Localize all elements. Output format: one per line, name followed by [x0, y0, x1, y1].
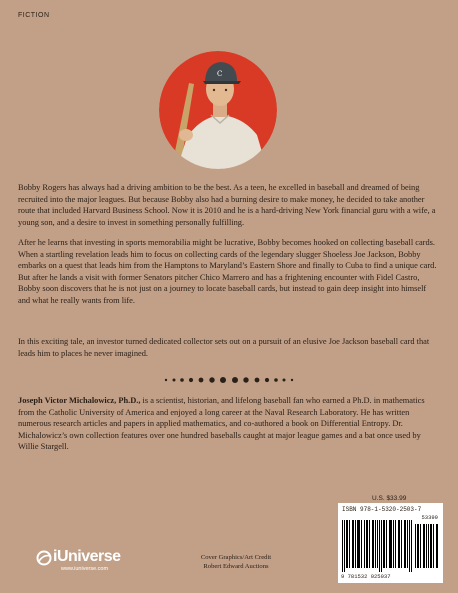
author-bio-text: is a scientist, historian, and lifelong baseball fan who earned a Ph.D. in mathematics from the Catholic University of America and enjoyed a long career at the Naval Research Laboratory. He has written numerous research articles and papers in applied mathematics, and co-authored a book on Differential Entropy. Dr. Michalowicz’s own collection features over one hundred baseballs caught at major league games and a bat once used by Willie Stargell.	[18, 396, 425, 452]
isbn-text: ISBN 978-1-5320-2503-7	[342, 506, 422, 513]
author-name: Joseph Victor Michalowicz, Ph.D.,	[18, 396, 141, 405]
description-paragraph-3: In this exciting tale, an investor turned dedicated collector sets out on a pursuit of an elusive Joe Jackson baseball card that leads him to places he never imagined.	[18, 337, 430, 358]
barcode-image	[342, 520, 439, 572]
dot-divider	[162, 375, 296, 385]
barcode-number: 9 781532 025037	[341, 573, 391, 580]
genre-label: FICTION	[18, 12, 50, 19]
price-label: U.S. $33.99	[372, 495, 407, 502]
barcode-box	[338, 503, 443, 583]
iuniverse-swirl-icon	[36, 550, 52, 566]
svg-text:C: C	[217, 70, 223, 78]
cover-credit	[191, 554, 281, 571]
cover-photo	[159, 51, 277, 169]
publisher-logo	[36, 548, 136, 578]
addon-text: 53399	[421, 514, 438, 521]
credit-line-2: Robert Edward Auctions	[203, 562, 269, 570]
publisher-url: www.iuniverse.com	[61, 566, 109, 572]
publisher-logo-text: iUniverse	[53, 548, 121, 565]
description-paragraph-2: After he learns that investing in sports memorabilia might be lucrative, Bobby becomes hooked on collecting baseball cards. When a startling revelation leads him to focus on collecting cards of the legendary slugger Shoeless Joe Jackson, Bobby embarks on a quest that leads him from the Hamptons to Maryland’s Eastern Shore and finally to Cuba to find a unique card. But after he lands a visit with former Senators pitcher Chico Marrero and has a frightening encounter with Fidel Castro, Bobby soon discovers that he is not just on a journey to locate baseball cards, but instead to gain deep insight into himself and what he really wants from life.	[18, 238, 437, 305]
author-bio	[18, 395, 438, 453]
credit-line-1: Cover Graphics/Art Credit	[200, 554, 272, 561]
baseball-player-image	[159, 51, 277, 169]
description-paragraph-1: Bobby Rogers has always had a driving ambition to be the best. As a teen, he excelled in baseball and dreamed of being recruited into the major leagues. But because Bobby also had a burning desire to make money, he decided to take another route that included Harvard Business School. Now it is 2010 and he is a hard-driving New York financial guru with a wife, a young son, and a desire to invest in something personally fulfilling.	[18, 183, 436, 227]
